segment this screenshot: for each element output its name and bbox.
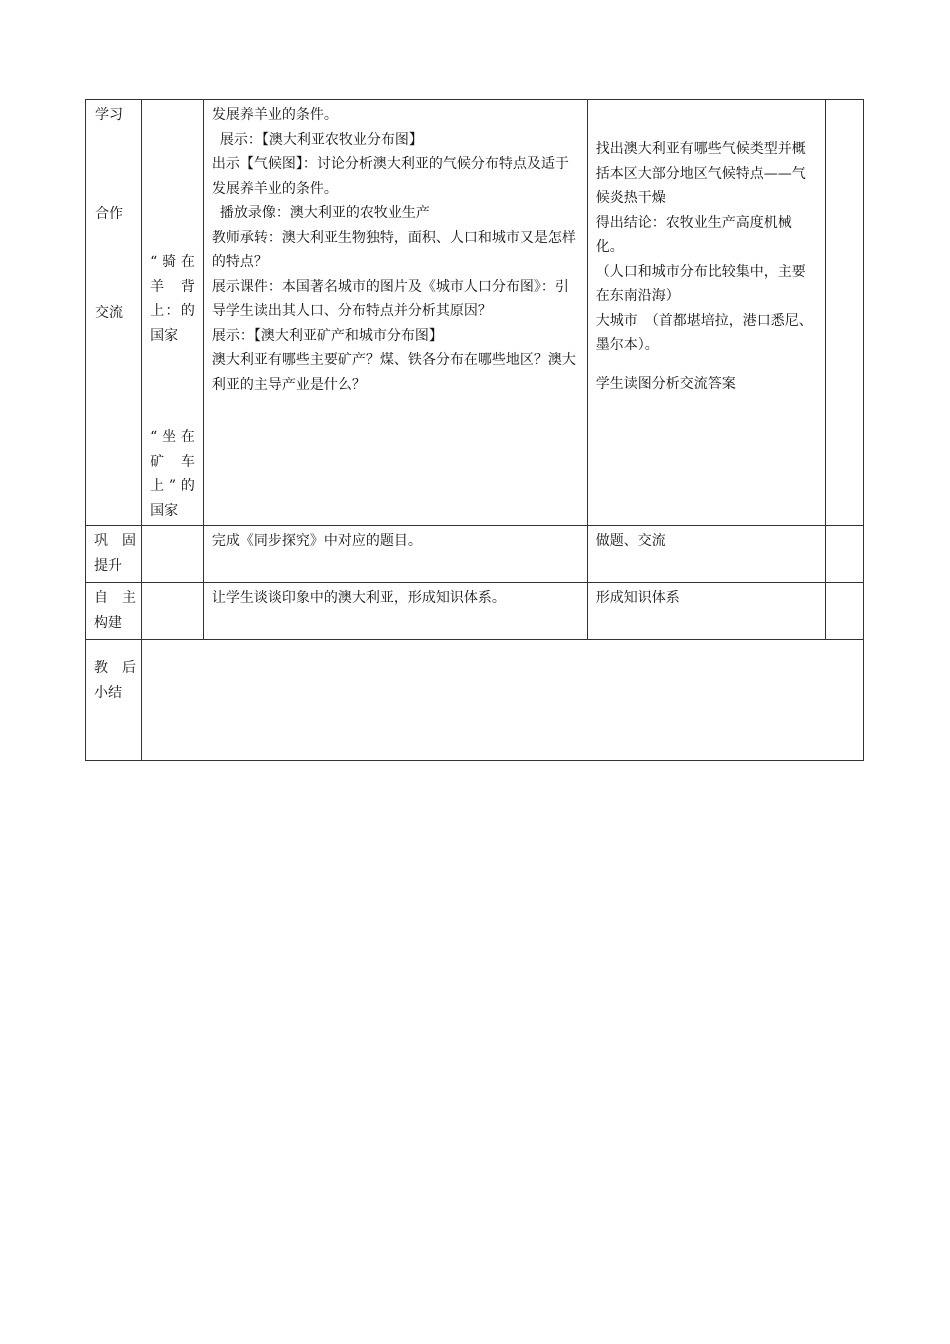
empty-cell bbox=[825, 100, 863, 526]
teacher-activity-cell bbox=[203, 526, 587, 583]
stage-label: 交流 bbox=[95, 305, 123, 321]
teacher-line: 让学生谈谈印象中的澳大利亚，形成知识体系。 bbox=[211, 590, 506, 606]
student-line: （人口和城市分布比较集中，主要在东南沿海） bbox=[595, 263, 806, 304]
stage-cell bbox=[86, 100, 142, 526]
teacher-line: 播放录像：澳大利亚的农牧业生产 bbox=[219, 205, 430, 221]
student-activity-cell bbox=[587, 583, 825, 640]
teacher-line: 教师承转：澳大利亚生物独特，面积、人口和城市又是怎样的特点？ bbox=[211, 229, 576, 270]
lesson-plan-table bbox=[85, 99, 864, 761]
student-line: 大城市 （首都堪培拉，港口悉尼、墨尔本）。 bbox=[595, 312, 813, 353]
table-row bbox=[86, 583, 864, 640]
student-activity-cell bbox=[587, 526, 825, 583]
teacher-activity-cell bbox=[203, 583, 587, 640]
student-line: 形成知识体系 bbox=[595, 590, 680, 606]
stage-label: 学习 bbox=[95, 107, 123, 123]
teacher-line: 澳大利亚有哪些主要矿产？煤、铁各分布在哪些地区？澳大利亚的主导产业是什么？ bbox=[211, 352, 576, 393]
teacher-line: 展示：【澳大利亚农牧业分布图】 bbox=[219, 131, 423, 148]
student-line: 得出结论：农牧业生产高度机械化。 bbox=[595, 214, 792, 255]
teacher-line: 展示：【澳大利亚矿产和城市分布图】 bbox=[211, 327, 443, 344]
stage-label: 自 主 bbox=[94, 590, 136, 606]
teacher-line: 展示课件：本国著名城市的图片及《城市人口分布图》：引导学生读出其人口、分布特点并分析其原因？ bbox=[211, 278, 569, 319]
stage-label: 合作 bbox=[95, 206, 123, 222]
table-row bbox=[86, 640, 864, 761]
lesson-plan-sheet bbox=[85, 99, 865, 761]
teacher-line: 完成《同步探究》中对应的题目。 bbox=[211, 533, 422, 549]
empty-cell bbox=[825, 526, 863, 583]
note-cell bbox=[142, 583, 204, 640]
teacher-line: 发展养羊业的条件。 bbox=[211, 107, 338, 123]
table-row bbox=[86, 526, 864, 583]
empty-cell bbox=[825, 583, 863, 640]
student-line: 做题、交流 bbox=[595, 533, 666, 549]
student-line: 学生读图分析交流答案 bbox=[595, 375, 736, 392]
note-cell bbox=[142, 100, 204, 526]
student-line: 找出澳大利亚有哪些气候类型并概括本区大部分地区气候特点——气候炎热干燥 bbox=[595, 141, 806, 206]
summary-cell bbox=[142, 640, 864, 761]
table-row bbox=[86, 100, 864, 526]
theme-note-mine: “坐在 矿 车 上”的 国家 bbox=[150, 429, 195, 519]
teacher-activity-cell bbox=[203, 100, 587, 526]
stage-label: 教 后 bbox=[94, 660, 136, 676]
student-activity-cell bbox=[587, 100, 825, 526]
stage-label: 提升 bbox=[94, 557, 122, 574]
stage-cell bbox=[86, 640, 142, 761]
note-cell bbox=[142, 526, 204, 583]
stage-label: 构建 bbox=[94, 614, 122, 631]
teacher-line: 出示【气候图】：讨论分析澳大利亚的气候分布特点及适于发展养羊业的条件。 bbox=[211, 156, 569, 197]
stage-label: 小结 bbox=[94, 684, 122, 701]
stage-label: 巩 固 bbox=[94, 533, 136, 549]
stage-cell bbox=[86, 583, 142, 640]
stage-cell bbox=[86, 526, 142, 583]
theme-note-sheep: “骑在 羊 背 上：的 国家 bbox=[150, 254, 195, 344]
